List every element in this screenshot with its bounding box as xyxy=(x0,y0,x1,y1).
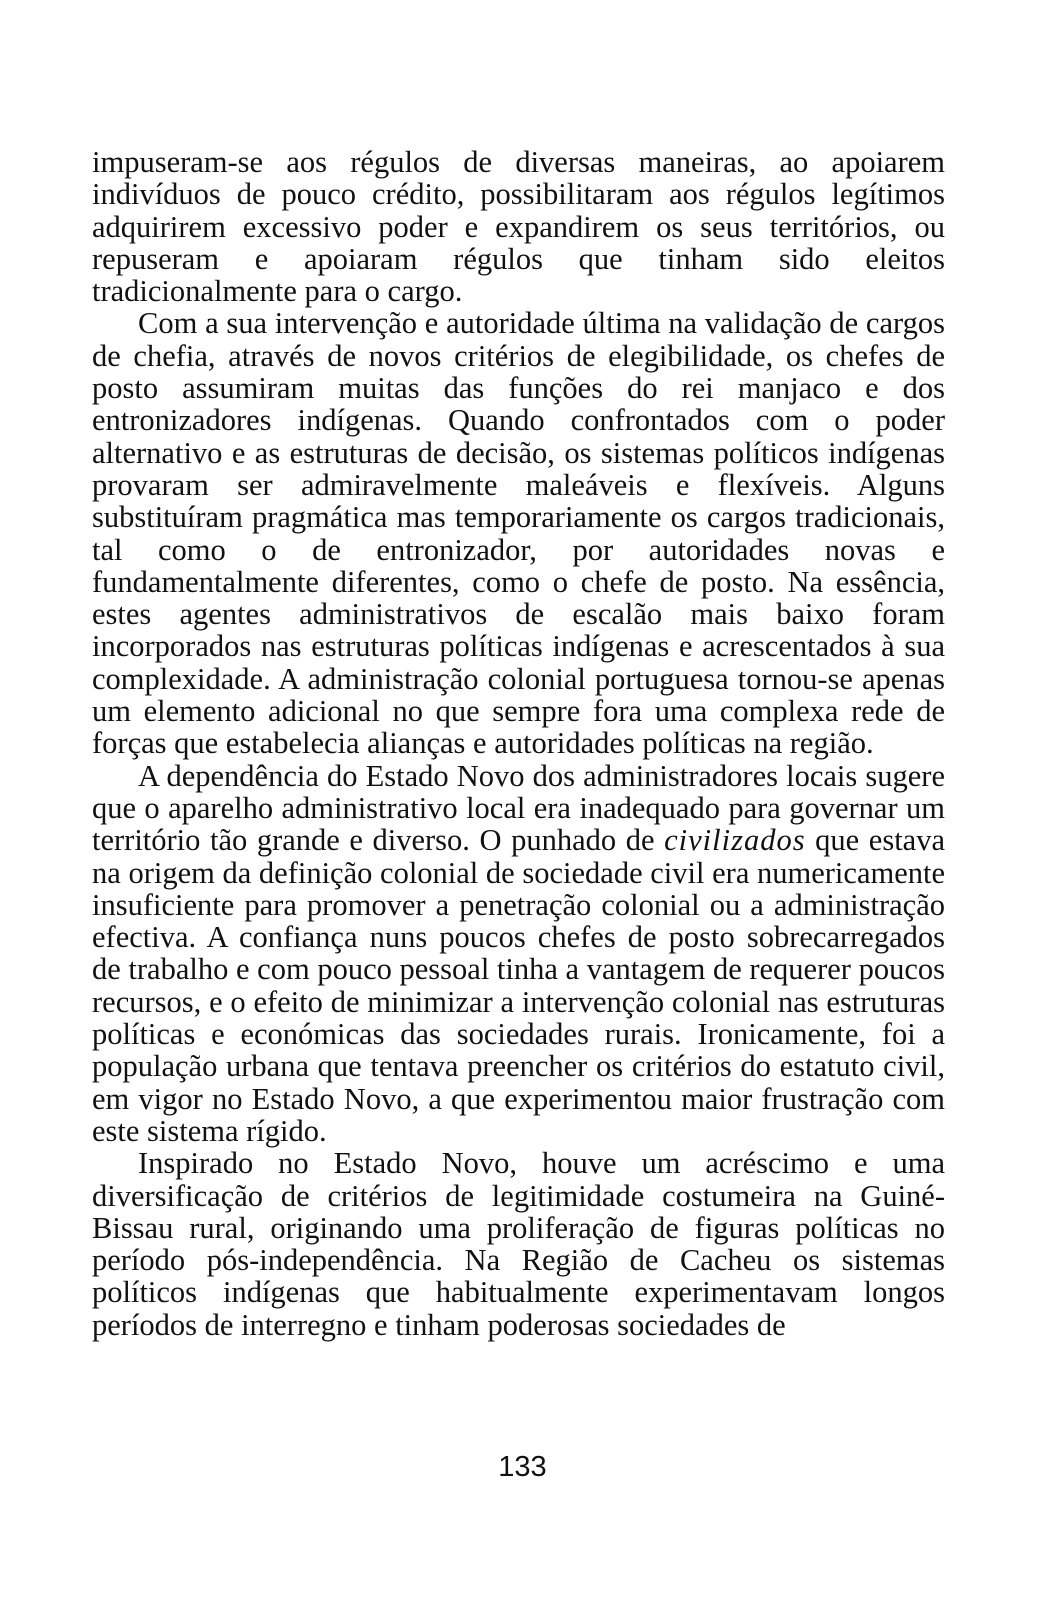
page-number: 133 xyxy=(498,1451,547,1483)
text-run: impuseram-se aos régulos de diversas maneiras, ao apoiarem indivíduos de pouco crédito, possibilitaram aos régulos legítimos adquirirem excessivo poder e expandirem os seus territórios, ou repuseram e apoiaram régulos que tinham sido eleitos tradicionalmente para o cargo. xyxy=(92,145,945,309)
paragraph xyxy=(92,1147,945,1341)
text-run: Inspirado no Estado Novo, houve um acréscimo e uma diversificação de critérios de legitimidade costumeira na Guiné-Bissau rural, originando uma proliferação de figuras políticas no período pós-independência. Na Região de Cacheu os sistemas políticos indígenas que habitualmente experimentavam longos períodos de interregno e tinham poderosas sociedades de xyxy=(92,1146,945,1342)
italic-term: civilizados xyxy=(664,823,806,858)
text-run: que estava na origem da definição colonial de sociedade civil era numericamente insuficiente para promover a penetração colonial ou a administração efectiva. A confiança nuns poucos chefes de posto sobrecarregados de trabalho e com pouco pessoal tinha a vantagem de requerer poucos recursos, e o efeito de minimizar a intervenção colonial nas estruturas políticas e económicas das sociedades rurais. Ironicamente, foi a população urbana que tentava preencher os critérios do estatuto civil, em vigor no Estado Novo, a que experimentou maior frustração com este sistema rígido. xyxy=(92,823,945,1148)
paragraph xyxy=(92,307,945,759)
body-text xyxy=(92,146,945,1341)
text-run: Com a sua intervenção e autoridade última na validação de cargos de chefia, através de novos critérios de elegibilidade, os chefes de posto assumiram muitas das funções do rei manjaco e dos entronizadores indígenas. Quando confrontados com o poder alternativo e as estruturas de decisão, os sistemas políticos indígenas provaram ser admiravelmente maleáveis e flexíveis. Alguns substituíram pragmática mas temporariamente os cargos tradicionais, tal como o de entronizador, por autoridades novas e fundamentalmente diferentes, como o chefe de posto. Na essência, estes agentes administrativos de escalão mais baixo foram incorporados nas estruturas políticas indígenas e acrescentados à sua complexidade. A administração colonial portuguesa tornou-se apenas um elemento adicional no que sempre fora uma complexa rede de forças que estabelecia alianças e autoridades políticas na região. xyxy=(92,306,945,761)
paragraph xyxy=(92,760,945,1148)
text-run: A dependência do Estado Novo dos administradores locais sugere que o aparelho administrativo local era inadequado para governar um território tão grande e diverso. O punhado de xyxy=(92,758,945,858)
paragraph xyxy=(92,146,945,307)
